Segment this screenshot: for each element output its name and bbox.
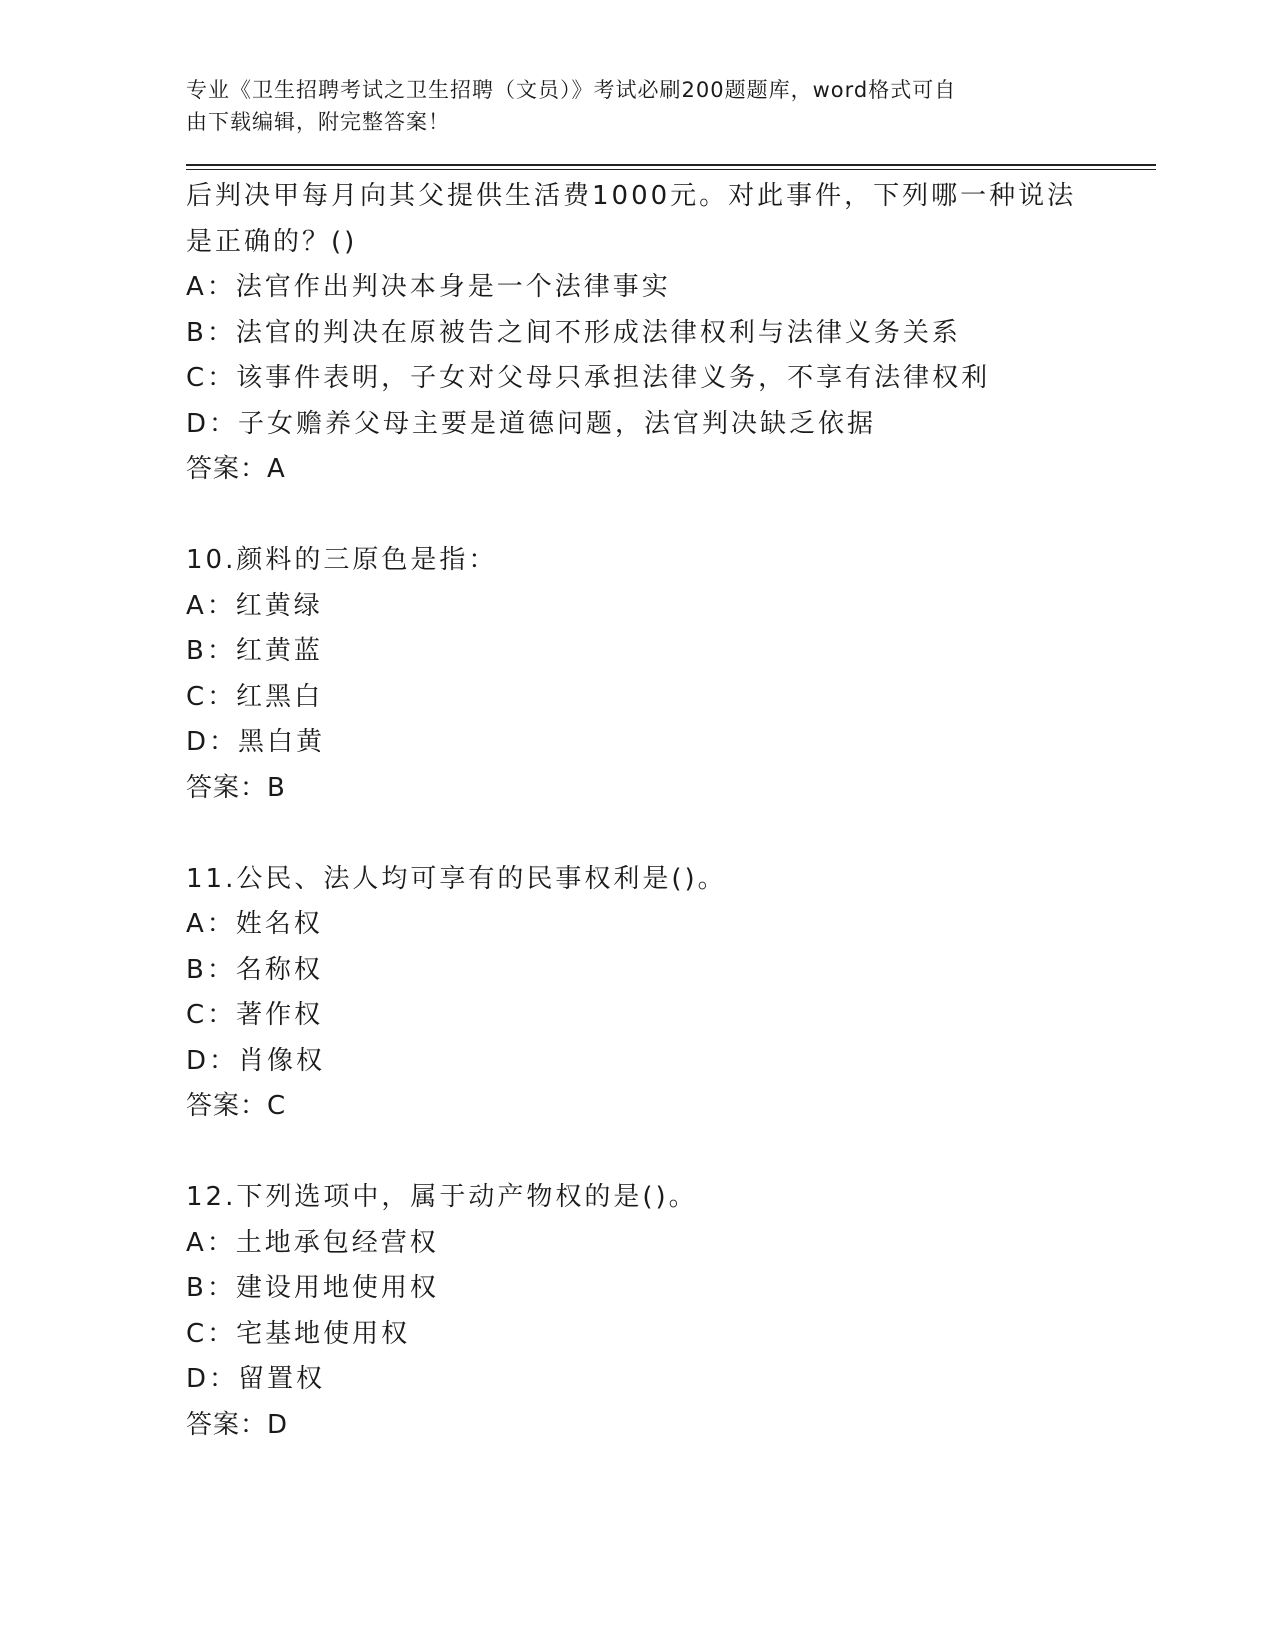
answer: 答案：B — [186, 772, 286, 803]
option-b: B：名称权 — [186, 954, 323, 985]
option-c: C：红黑白 — [186, 681, 324, 712]
question-stem: 后判决甲每月向其父提供生活费1000元。对此事件，下列哪一种说法 — [186, 181, 1077, 211]
option-d: D：留置权 — [186, 1364, 326, 1394]
question-11 — [186, 857, 1156, 1130]
option-a: A：法官作出判决本身是一个法律事实 — [186, 272, 671, 302]
document-page — [186, 74, 1156, 1494]
header-divider — [186, 164, 1156, 170]
option-a: A：土地承包经营权 — [186, 1227, 439, 1258]
option-a: A：姓名权 — [186, 909, 323, 939]
option-a: A：红黄绿 — [186, 590, 323, 621]
header-line-1: 专业《卫生招聘考试之卫生招聘（文员）》考试必刷200题题库，word格式可自 — [186, 78, 957, 102]
question-continuation — [186, 174, 1156, 493]
answer: 答案：C — [186, 1091, 287, 1121]
document-header — [186, 74, 1066, 138]
option-c: C：著作权 — [186, 1000, 324, 1030]
option-b: B：建设用地使用权 — [186, 1273, 439, 1303]
header-line-2: 由下载编辑，附完整答案！ — [186, 110, 450, 134]
question-list — [186, 174, 1156, 1448]
question-stem: 12.下列选项中，属于动产物权的是()。 — [186, 1182, 698, 1212]
question-stem: 10.颜料的三原色是指： — [186, 545, 498, 575]
option-c: C：该事件表明，子女对父母只承担法律义务，不享有法律权利 — [186, 363, 991, 393]
option-c: C：宅基地使用权 — [186, 1318, 411, 1349]
question-stem: 是正确的？() — [186, 226, 358, 257]
question-stem: 11.公民、法人均可享有的民事权利是()。 — [186, 863, 727, 894]
question-10 — [186, 538, 1156, 811]
option-b: B：红黄蓝 — [186, 636, 323, 666]
option-d: D：黑白黄 — [186, 727, 326, 757]
answer: 答案：D — [186, 1409, 289, 1440]
question-12 — [186, 1175, 1156, 1448]
answer: 答案：A — [186, 454, 286, 484]
option-d: D：子女赡养父母主要是道德问题，法官判决缺乏依据 — [186, 408, 877, 439]
option-d: D：肖像权 — [186, 1045, 326, 1076]
option-b: B：法官的判决在原被告之间不形成法律权利与法律义务关系 — [186, 317, 961, 348]
